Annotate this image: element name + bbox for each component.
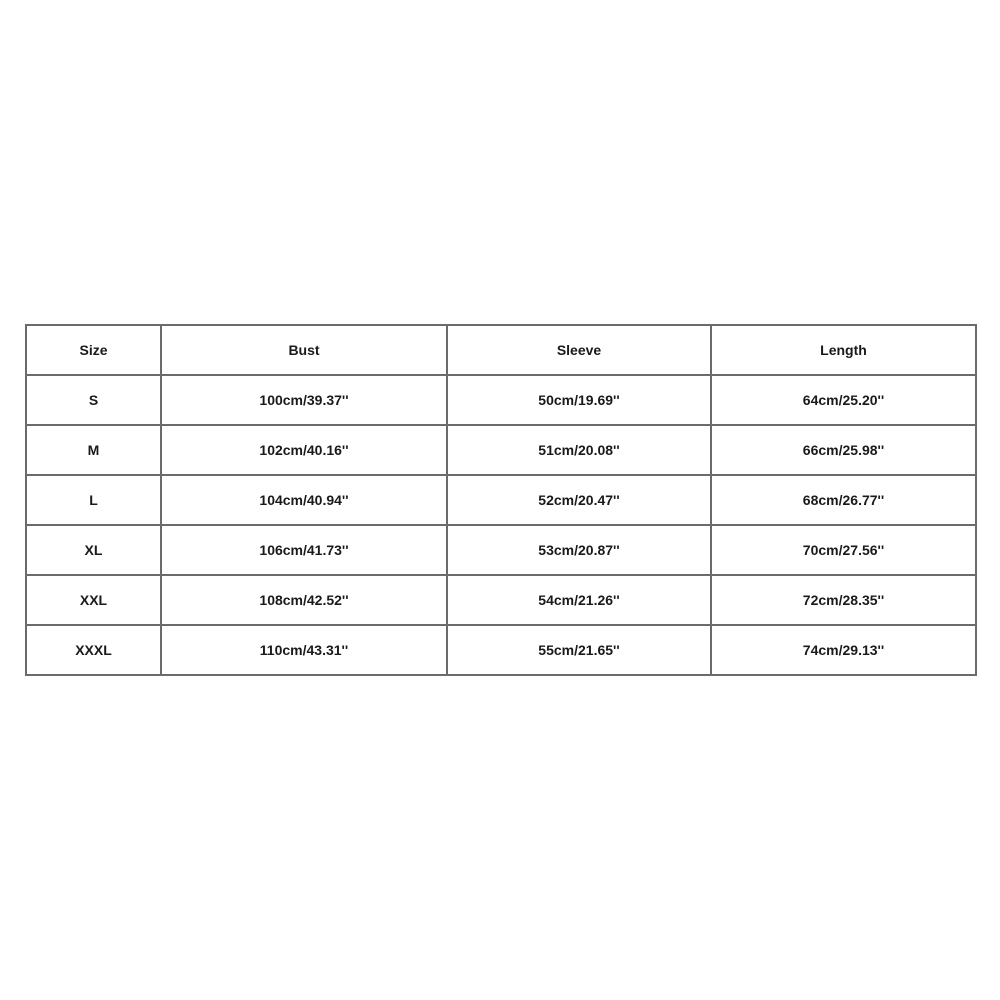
size-cell: XXL	[26, 575, 161, 625]
table-row	[26, 475, 976, 525]
header-bust: Bust	[161, 325, 447, 375]
size-cell: XXXL	[26, 625, 161, 675]
sleeve-cell: 50cm/19.69''	[447, 375, 711, 425]
bust-cell: 106cm/41.73''	[161, 525, 447, 575]
header-size: Size	[26, 325, 161, 375]
length-cell: 70cm/27.56''	[711, 525, 976, 575]
size-chart-table	[25, 324, 977, 676]
table-row	[26, 525, 976, 575]
table-row	[26, 425, 976, 475]
length-cell: 66cm/25.98''	[711, 425, 976, 475]
table-row	[26, 375, 976, 425]
bust-cell: 104cm/40.94''	[161, 475, 447, 525]
size-chart-body	[26, 375, 976, 675]
sleeve-cell: 51cm/20.08''	[447, 425, 711, 475]
header-length: Length	[711, 325, 976, 375]
header-row	[26, 325, 976, 375]
sleeve-cell: 54cm/21.26''	[447, 575, 711, 625]
size-cell: S	[26, 375, 161, 425]
bust-cell: 102cm/40.16''	[161, 425, 447, 475]
bust-cell: 108cm/42.52''	[161, 575, 447, 625]
sleeve-cell: 52cm/20.47''	[447, 475, 711, 525]
size-cell: M	[26, 425, 161, 475]
sleeve-cell: 53cm/20.87''	[447, 525, 711, 575]
bust-cell: 110cm/43.31''	[161, 625, 447, 675]
table-row	[26, 625, 976, 675]
sleeve-cell: 55cm/21.65''	[447, 625, 711, 675]
length-cell: 68cm/26.77''	[711, 475, 976, 525]
length-cell: 74cm/29.13''	[711, 625, 976, 675]
size-chart-header	[26, 325, 976, 375]
bust-cell: 100cm/39.37''	[161, 375, 447, 425]
table-row	[26, 575, 976, 625]
size-cell: XL	[26, 525, 161, 575]
header-sleeve: Sleeve	[447, 325, 711, 375]
size-cell: L	[26, 475, 161, 525]
length-cell: 64cm/25.20''	[711, 375, 976, 425]
length-cell: 72cm/28.35''	[711, 575, 976, 625]
